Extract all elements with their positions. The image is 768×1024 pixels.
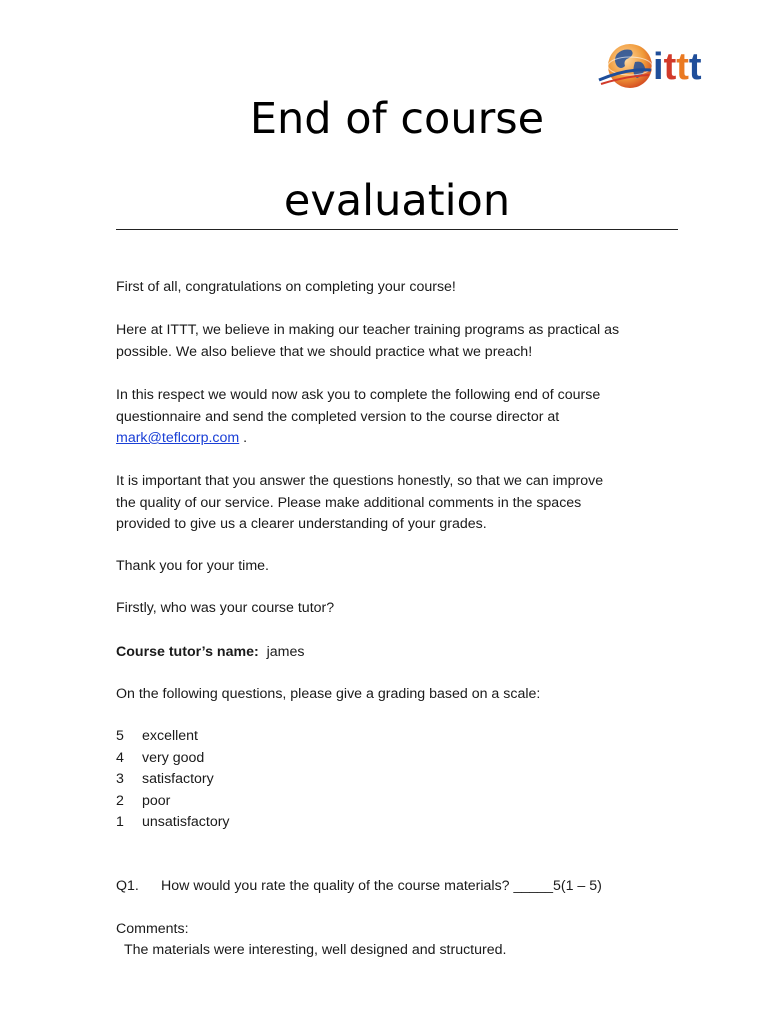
scale-number: 5 xyxy=(116,728,124,744)
tutor-name-value[interactable]: james xyxy=(266,644,305,660)
belief-paragraph xyxy=(116,320,676,363)
request-line: In this respect we would now ask you to complete the following end of course xyxy=(116,387,601,403)
congrats-paragraph: First of all, congratulations on completing your course! xyxy=(116,279,456,295)
tutor-name-label: Course tutor’s name: xyxy=(116,644,259,660)
scale-item xyxy=(116,812,230,834)
scale-label: satisfactory xyxy=(142,771,214,787)
q1-comments-value[interactable]: The materials were interesting, well designed and structured. xyxy=(124,942,507,958)
email-link[interactable]: mark@teflcorp.com xyxy=(116,430,240,446)
globe-icon xyxy=(597,40,657,98)
question-q1 xyxy=(116,876,676,898)
scale-label: very good xyxy=(142,749,205,766)
honesty-line: provided to give us a clearer understanding of your grades. xyxy=(116,516,487,532)
grading-intro: On the following questions, please give a grading based on a scale: xyxy=(116,686,541,702)
document-title-line1: End of course xyxy=(249,94,545,144)
scale-number: 2 xyxy=(116,792,124,809)
logo-letter-i: i xyxy=(653,46,664,88)
tutor-name-row xyxy=(116,642,676,664)
scale-number: 3 xyxy=(116,771,124,787)
request-paragraph xyxy=(116,385,676,450)
question-number: Q1. xyxy=(116,878,139,894)
logo-wordmark xyxy=(653,45,702,89)
grading-scale-list xyxy=(116,726,230,834)
document-title-line2: evaluation xyxy=(283,176,511,226)
tutor-question: Firstly, who was your course tutor? xyxy=(116,600,335,616)
belief-line: possible. We also believe that we should practice what we preach! xyxy=(116,343,533,360)
scale-number: 4 xyxy=(116,749,124,766)
scale-label: excellent xyxy=(142,728,198,744)
scale-label: unsatisfactory xyxy=(142,814,230,830)
scale-number: 1 xyxy=(116,814,124,830)
request-line: questionnaire and send the completed version to the course director at xyxy=(116,408,560,425)
honesty-line: It is important that you answer the questions honestly, so that we can improve xyxy=(116,473,604,489)
scale-label: poor xyxy=(142,792,171,809)
title-divider xyxy=(116,229,678,230)
logo-letter-t: t xyxy=(663,46,677,88)
belief-line: Here at ITTT, we believe in making our teacher training programs as practical as xyxy=(116,322,620,338)
scale-item xyxy=(116,791,230,813)
scale-item xyxy=(116,726,230,748)
q1-comments-label: Comments: xyxy=(116,921,189,937)
logo-letter-t: t xyxy=(676,46,689,88)
scale-item xyxy=(116,769,230,791)
email-trailing-text: . xyxy=(239,430,248,446)
question-text[interactable]: How would you rate the quality of the course materials? _____5(1 – 5) xyxy=(161,878,602,894)
ittt-logo xyxy=(597,40,733,98)
thanks-paragraph: Thank you for your time. xyxy=(116,558,269,574)
honesty-paragraph xyxy=(116,471,676,536)
honesty-line: the quality of our service. Please make additional comments in the spaces xyxy=(116,494,582,511)
scale-item xyxy=(116,748,230,770)
email-line xyxy=(116,428,676,450)
logo-letter-t: t xyxy=(688,46,702,88)
